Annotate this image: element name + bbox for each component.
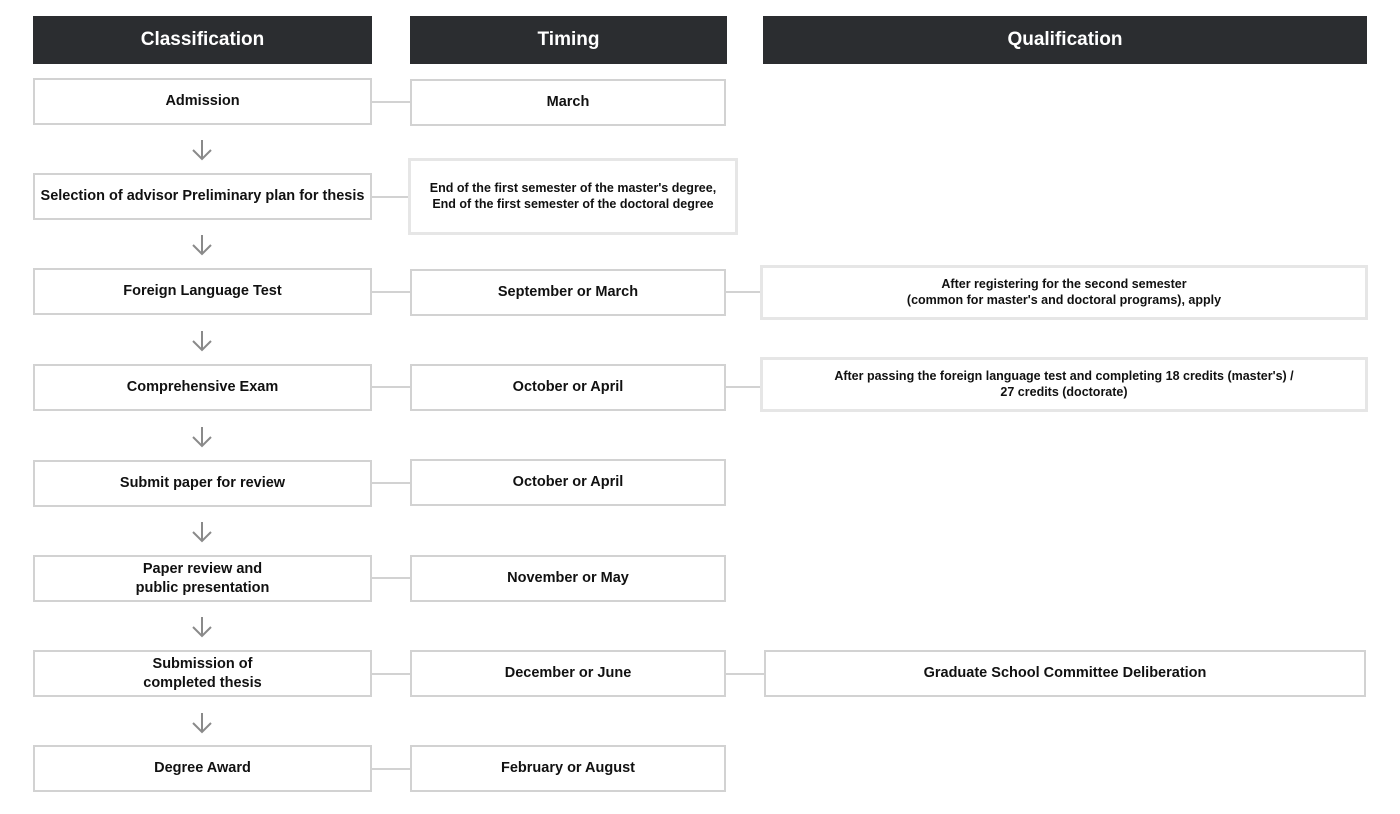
arrow-down-icon [190,139,214,161]
timing-degree-award: February or August [410,745,726,792]
timing-comprehensive-exam: October or April [410,364,726,411]
arrow-down-icon [190,616,214,638]
header-qualification: Qualification [763,16,1367,64]
timing-admission: March [410,79,726,126]
arrow-down-icon [190,330,214,352]
connector-line [372,196,410,198]
timing-advisor-selection: End of the first semester of the master's degree, End of the first semester of the doctoral degree [408,158,738,235]
connector-line [726,673,765,675]
timing-paper-review: November or May [410,555,726,602]
step-paper-review: Paper review and public presentation [33,555,372,602]
step-advisor-selection: Selection of advisor Preliminary plan for thesis [33,173,372,220]
step-submit-paper: Submit paper for review [33,460,372,507]
timing-foreign-language-test: September or March [410,269,726,316]
header-classification: Classification [33,16,372,64]
qualification-foreign-language-test: After registering for the second semester (common for master's and doctoral programs), apply [760,265,1368,320]
step-admission: Admission [33,78,372,125]
connector-line [372,101,410,103]
timing-thesis-submission: December or June [410,650,726,697]
qualification-comprehensive-exam: After passing the foreign language test and completing 18 credits (master's) / 27 credits (doctorate) [760,357,1368,412]
step-foreign-language-test: Foreign Language Test [33,268,372,315]
step-degree-award: Degree Award [33,745,372,792]
connector-line [372,291,410,293]
arrow-down-icon [190,234,214,256]
connector-line [726,291,761,293]
step-thesis-submission: Submission of completed thesis [33,650,372,697]
arrow-down-icon [190,426,214,448]
arrow-down-icon [190,521,214,543]
connector-line [372,577,410,579]
connector-line [372,482,410,484]
header-timing: Timing [410,16,727,64]
step-comprehensive-exam: Comprehensive Exam [33,364,372,411]
connector-line [372,386,410,388]
connector-line [372,768,410,770]
connector-line [372,673,410,675]
qualification-thesis-submission: Graduate School Committee Deliberation [764,650,1366,697]
connector-line [726,386,761,388]
arrow-down-icon [190,712,214,734]
timing-submit-paper: October or April [410,459,726,506]
